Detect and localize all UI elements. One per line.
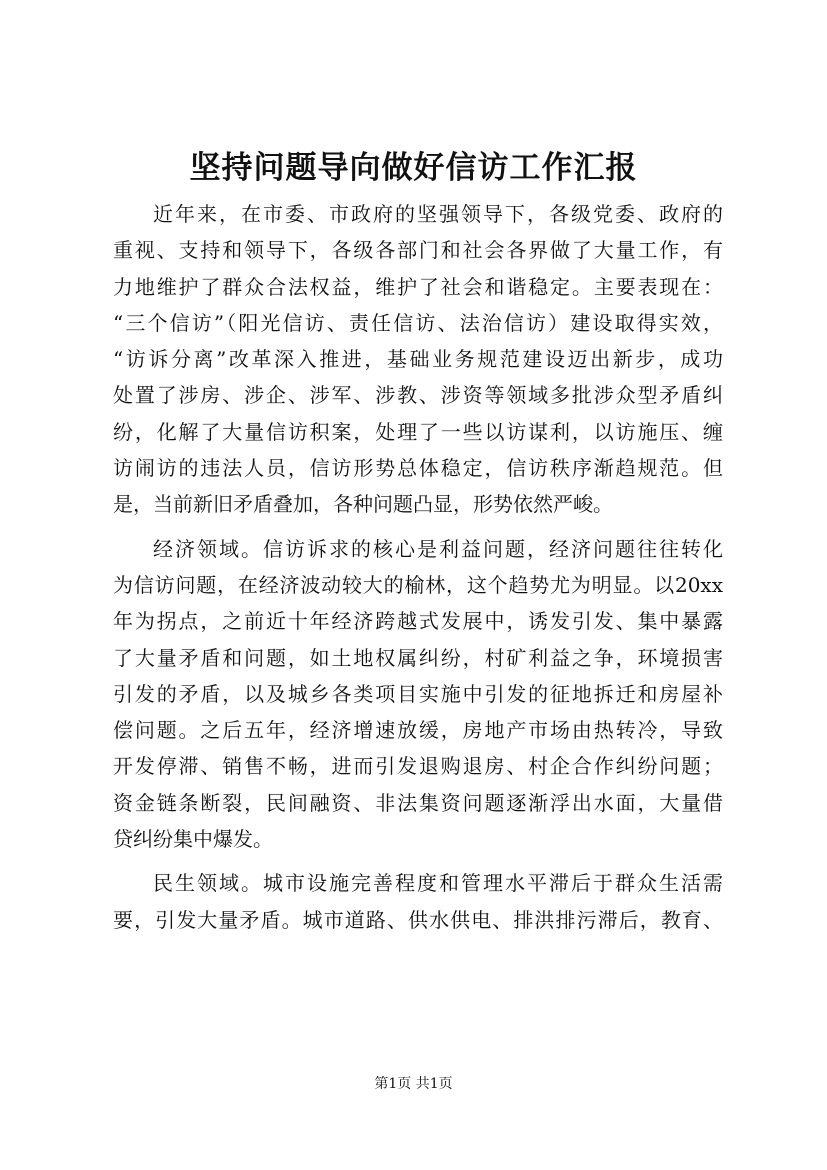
paragraph-line: 资金链条断裂，民间融资、非法集资问题逐渐浮出水面，大量借 [113, 790, 723, 815]
paragraph-line: 贷纠纷集中爆发。 [113, 827, 273, 852]
paragraph-line: 要，引发大量矛盾。城市道路、供水供电、排洪排污滞后，教育、 [113, 907, 723, 932]
paragraph-line: 经济领域。信访诉求的核心是利益问题，经济问题往往转化 [153, 536, 723, 561]
paragraph-line: 偿问题。之后五年，经济增速放缓，房地产市场由热转冷，导致 [113, 718, 723, 743]
paragraph-line: 年为拐点，之前近十年经济跨越式发展中，诱发引发、集中暴露 [113, 609, 723, 634]
paragraph-line: “访诉分离”改革深入推进，基础业务规范建设迈出新步，成功 [113, 347, 723, 372]
paragraph-line: 近年来，在市委、市政府的坚强领导下，各级党委、政府的 [153, 202, 723, 226]
document-title: 坚持问题导向做好信访工作汇报 [189, 150, 638, 186]
paragraph-line: 是，当前新旧矛盾叠加，各种问题凸显，形势依然严峻。 [113, 492, 613, 517]
paragraph-line: 访闹访的违法人员，信访形势总体稳定，信访秩序渐趋规范。但 [113, 456, 723, 481]
paragraph-line: 开发停滞、销售不畅，进而引发退购退房、村企合作纠纷问题； [113, 754, 723, 779]
page-footer: 第1页 共1页 [374, 1076, 453, 1092]
paragraph-line: “三个信访”（阳光信访、责任信访、法治信访）建设取得实效， [113, 310, 723, 335]
paragraph-line: 纷，化解了大量信访积案，处理了一些以访谋利，以访施压、缠 [113, 419, 723, 444]
paragraph-line: 力地维护了群众合法权益，维护了社会和谐稳定。主要表现在： [113, 274, 723, 299]
document-body [113, 196, 723, 938]
paragraph-economy [113, 531, 723, 858]
paragraph-line: 重视、支持和领导下，各级各部门和社会各界做了大量工作，有 [113, 238, 723, 263]
paragraph-line: 引发的矛盾，以及城乡各类项目实施中引发的征地拆迁和房屋补 [113, 681, 723, 706]
paragraph-livelihood [113, 865, 723, 938]
paragraph-line: 为信访问题，在经济波动较大的榆林，这个趋势尤为明显。以20xx [113, 572, 723, 597]
paragraph-overview [113, 196, 723, 523]
paragraph-line: 民生领域。城市设施完善程度和管理水平滞后于群众生活需 [153, 871, 723, 896]
paragraph-line: 处置了涉房、涉企、涉军、涉教、涉资等领域多批涉众型矛盾纠 [113, 383, 723, 408]
paragraph-line: 了大量矛盾和问题，如土地权属纠纷，村矿利益之争，环境损害 [113, 645, 723, 670]
